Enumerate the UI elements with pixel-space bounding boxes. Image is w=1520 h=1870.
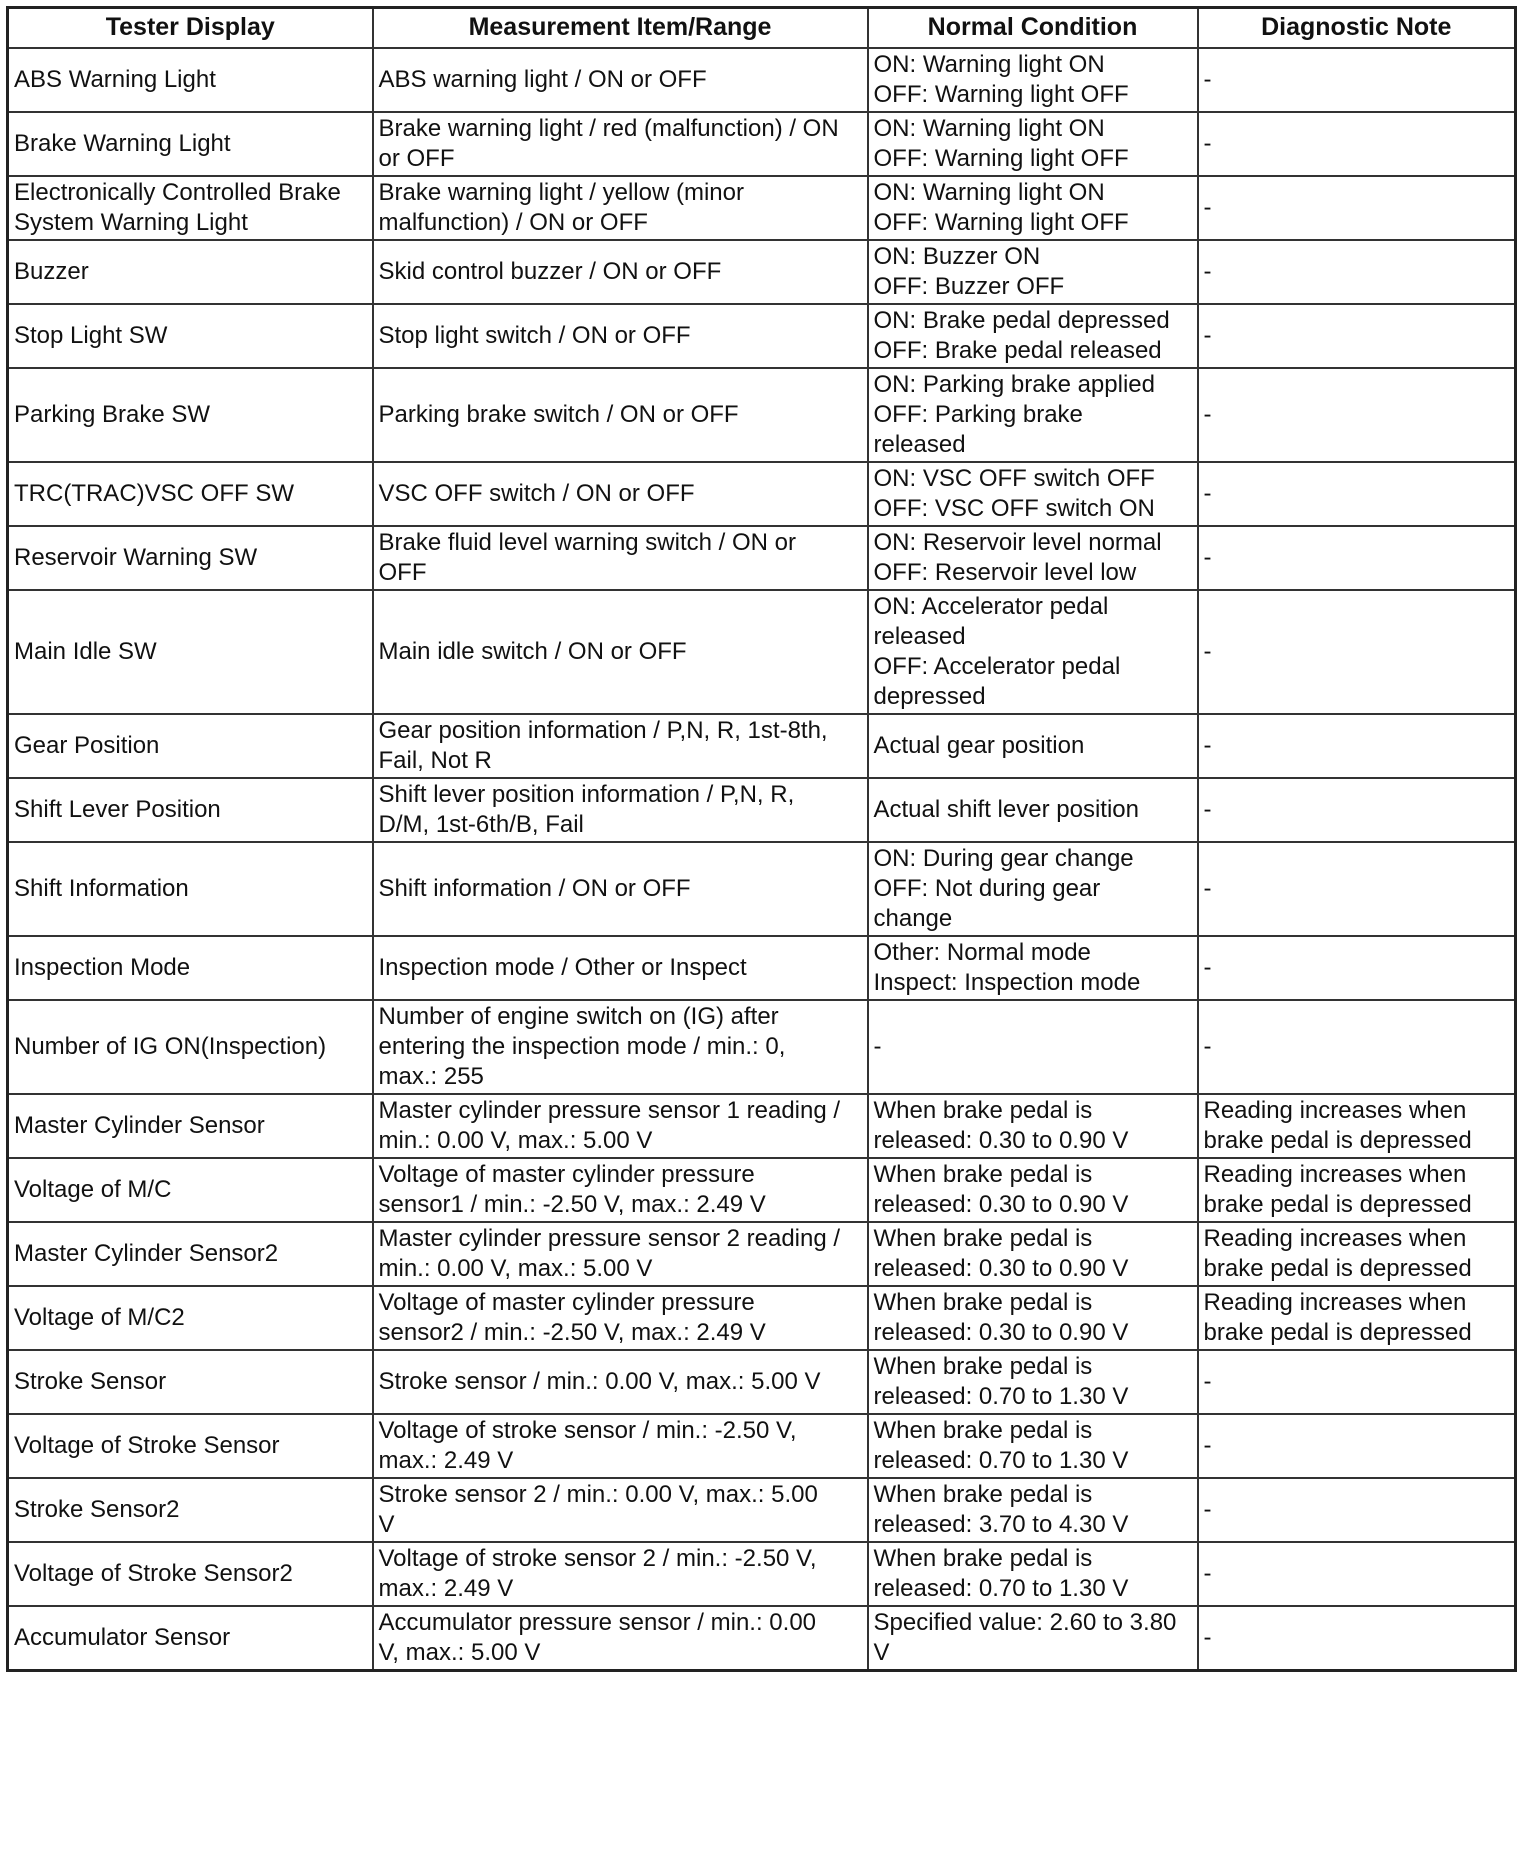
diagnostic-note-cell: Reading increases when brake pedal is depressed [1198, 1286, 1516, 1350]
normal-condition-cell: ON: Accelerator pedal released OFF: Accelerator pedal depressed [868, 590, 1198, 714]
table-row [8, 936, 1516, 1000]
diagnostic-note-cell: - [1198, 1000, 1516, 1094]
tester-display-cell: Buzzer [8, 240, 373, 304]
diagnostic-note-cell: - [1198, 462, 1516, 526]
measurement-item-cell: Inspection mode / Other or Inspect [373, 936, 868, 1000]
tester-display-cell: Shift Information [8, 842, 373, 936]
tester-display-cell: Voltage of Stroke Sensor [8, 1414, 373, 1478]
diagnostic-note-cell: - [1198, 1478, 1516, 1542]
measurement-item-cell: Master cylinder pressure sensor 2 reading / min.: 0.00 V, max.: 5.00 V [373, 1222, 868, 1286]
measurement-item-cell: Accumulator pressure sensor / min.: 0.00 V, max.: 5.00 V [373, 1606, 868, 1671]
data-list-table [6, 6, 1517, 1672]
table-row [8, 842, 1516, 936]
tester-display-cell: Main Idle SW [8, 590, 373, 714]
measurement-item-cell: VSC OFF switch / ON or OFF [373, 462, 868, 526]
normal-condition-cell: Specified value: 2.60 to 3.80 V [868, 1606, 1198, 1671]
table-row [8, 778, 1516, 842]
table-body [8, 48, 1516, 1671]
diagnostic-note-cell: Reading increases when brake pedal is depressed [1198, 1158, 1516, 1222]
tester-display-cell: Accumulator Sensor [8, 1606, 373, 1671]
tester-display-cell: Stroke Sensor2 [8, 1478, 373, 1542]
diagnostic-note-cell: - [1198, 176, 1516, 240]
tester-display-cell: Gear Position [8, 714, 373, 778]
table-row [8, 1222, 1516, 1286]
tester-display-cell: Voltage of M/C [8, 1158, 373, 1222]
tester-display-cell: Brake Warning Light [8, 112, 373, 176]
tester-display-cell: Stop Light SW [8, 304, 373, 368]
measurement-item-cell: Shift information / ON or OFF [373, 842, 868, 936]
normal-condition-cell: When brake pedal is released: 3.70 to 4.30 V [868, 1478, 1198, 1542]
normal-condition-cell: When brake pedal is released: 0.30 to 0.90 V [868, 1094, 1198, 1158]
table-row [8, 1094, 1516, 1158]
tester-display-cell: Parking Brake SW [8, 368, 373, 462]
tester-display-cell: Voltage of M/C2 [8, 1286, 373, 1350]
measurement-item-cell: Skid control buzzer / ON or OFF [373, 240, 868, 304]
measurement-item-cell: Stop light switch / ON or OFF [373, 304, 868, 368]
table-row [8, 1286, 1516, 1350]
table-row [8, 240, 1516, 304]
table-row [8, 48, 1516, 112]
normal-condition-cell: ON: Buzzer ON OFF: Buzzer OFF [868, 240, 1198, 304]
normal-condition-cell: Actual shift lever position [868, 778, 1198, 842]
normal-condition-cell: When brake pedal is released: 0.70 to 1.30 V [868, 1414, 1198, 1478]
table-row [8, 112, 1516, 176]
measurement-item-cell: Voltage of stroke sensor 2 / min.: -2.50 V, max.: 2.49 V [373, 1542, 868, 1606]
measurement-item-cell: ABS warning light / ON or OFF [373, 48, 868, 112]
tester-display-cell: Voltage of Stroke Sensor2 [8, 1542, 373, 1606]
tester-display-cell: Master Cylinder Sensor [8, 1094, 373, 1158]
diagnostic-note-cell: - [1198, 778, 1516, 842]
measurement-item-cell: Brake warning light / yellow (minor malfunction) / ON or OFF [373, 176, 868, 240]
diagnostic-note-cell: - [1198, 1606, 1516, 1671]
diagnostic-note-cell: - [1198, 112, 1516, 176]
tester-display-cell: Number of IG ON(Inspection) [8, 1000, 373, 1094]
diagnostic-note-cell: - [1198, 842, 1516, 936]
table-row [8, 1158, 1516, 1222]
diagnostic-note-cell: - [1198, 936, 1516, 1000]
measurement-item-cell: Voltage of stroke sensor / min.: -2.50 V, max.: 2.49 V [373, 1414, 868, 1478]
measurement-item-cell: Master cylinder pressure sensor 1 reading / min.: 0.00 V, max.: 5.00 V [373, 1094, 868, 1158]
diagnostic-note-cell: Reading increases when brake pedal is depressed [1198, 1094, 1516, 1158]
measurement-item-cell: Stroke sensor 2 / min.: 0.00 V, max.: 5.00 V [373, 1478, 868, 1542]
header-tester-display: Tester Display [8, 8, 373, 48]
table-row [8, 368, 1516, 462]
table-row [8, 526, 1516, 590]
measurement-item-cell: Voltage of master cylinder pressure sensor2 / min.: -2.50 V, max.: 2.49 V [373, 1286, 868, 1350]
measurement-item-cell: Stroke sensor / min.: 0.00 V, max.: 5.00 V [373, 1350, 868, 1414]
diagnostic-note-cell: - [1198, 368, 1516, 462]
table-row [8, 714, 1516, 778]
measurement-item-cell: Shift lever position information / P,N, R, D/M, 1st-6th/B, Fail [373, 778, 868, 842]
table-row [8, 1478, 1516, 1542]
diagnostic-note-cell: - [1198, 1414, 1516, 1478]
header-diagnostic-note: Diagnostic Note [1198, 8, 1516, 48]
tester-display-cell: Reservoir Warning SW [8, 526, 373, 590]
table-row [8, 304, 1516, 368]
normal-condition-cell: ON: Reservoir level normal OFF: Reservoir level low [868, 526, 1198, 590]
measurement-item-cell: Number of engine switch on (IG) after entering the inspection mode / min.: 0, max.: 255 [373, 1000, 868, 1094]
normal-condition-cell: When brake pedal is released: 0.30 to 0.90 V [868, 1286, 1198, 1350]
diagnostic-note-cell: Reading increases when brake pedal is depressed [1198, 1222, 1516, 1286]
normal-condition-cell: ON: Warning light ON OFF: Warning light OFF [868, 176, 1198, 240]
normal-condition-cell: ON: Parking brake applied OFF: Parking brake released [868, 368, 1198, 462]
tester-display-cell: Master Cylinder Sensor2 [8, 1222, 373, 1286]
normal-condition-cell: When brake pedal is released: 0.30 to 0.90 V [868, 1158, 1198, 1222]
header-normal-condition: Normal Condition [868, 8, 1198, 48]
measurement-item-cell: Brake fluid level warning switch / ON or OFF [373, 526, 868, 590]
measurement-item-cell: Gear position information / P,N, R, 1st-8th, Fail, Not R [373, 714, 868, 778]
table-row [8, 1350, 1516, 1414]
table-row [8, 1000, 1516, 1094]
normal-condition-cell: ON: VSC OFF switch OFF OFF: VSC OFF switch ON [868, 462, 1198, 526]
measurement-item-cell: Parking brake switch / ON or OFF [373, 368, 868, 462]
diagnostic-note-cell: - [1198, 304, 1516, 368]
table-row [8, 590, 1516, 714]
tester-display-cell: TRC(TRAC)VSC OFF SW [8, 462, 373, 526]
normal-condition-cell: When brake pedal is released: 0.70 to 1.30 V [868, 1542, 1198, 1606]
table-row [8, 1414, 1516, 1478]
measurement-item-cell: Voltage of master cylinder pressure sensor1 / min.: -2.50 V, max.: 2.49 V [373, 1158, 868, 1222]
normal-condition-cell: ON: During gear change OFF: Not during gear change [868, 842, 1198, 936]
tester-display-cell: ABS Warning Light [8, 48, 373, 112]
normal-condition-cell: ON: Brake pedal depressed OFF: Brake pedal released [868, 304, 1198, 368]
normal-condition-cell: - [868, 1000, 1198, 1094]
measurement-item-cell: Main idle switch / ON or OFF [373, 590, 868, 714]
diagnostic-note-cell: - [1198, 240, 1516, 304]
diagnostic-note-cell: - [1198, 48, 1516, 112]
table-header-row [8, 8, 1516, 48]
normal-condition-cell: Actual gear position [868, 714, 1198, 778]
normal-condition-cell: ON: Warning light ON OFF: Warning light OFF [868, 48, 1198, 112]
normal-condition-cell: When brake pedal is released: 0.70 to 1.30 V [868, 1350, 1198, 1414]
normal-condition-cell: When brake pedal is released: 0.30 to 0.90 V [868, 1222, 1198, 1286]
diagnostic-note-cell: - [1198, 590, 1516, 714]
tester-display-cell: Inspection Mode [8, 936, 373, 1000]
diagnostic-note-cell: - [1198, 1350, 1516, 1414]
diagnostic-note-cell: - [1198, 714, 1516, 778]
diagnostic-note-cell: - [1198, 1542, 1516, 1606]
measurement-item-cell: Brake warning light / red (malfunction) / ON or OFF [373, 112, 868, 176]
tester-display-cell: Electronically Controlled Brake System Warning Light [8, 176, 373, 240]
table-row [8, 176, 1516, 240]
table-row [8, 1542, 1516, 1606]
table-row [8, 1606, 1516, 1671]
table-row [8, 462, 1516, 526]
tester-display-cell: Stroke Sensor [8, 1350, 373, 1414]
tester-display-cell: Shift Lever Position [8, 778, 373, 842]
header-measurement-item: Measurement Item/Range [373, 8, 868, 48]
normal-condition-cell: Other: Normal mode Inspect: Inspection mode [868, 936, 1198, 1000]
diagnostic-note-cell: - [1198, 526, 1516, 590]
normal-condition-cell: ON: Warning light ON OFF: Warning light OFF [868, 112, 1198, 176]
